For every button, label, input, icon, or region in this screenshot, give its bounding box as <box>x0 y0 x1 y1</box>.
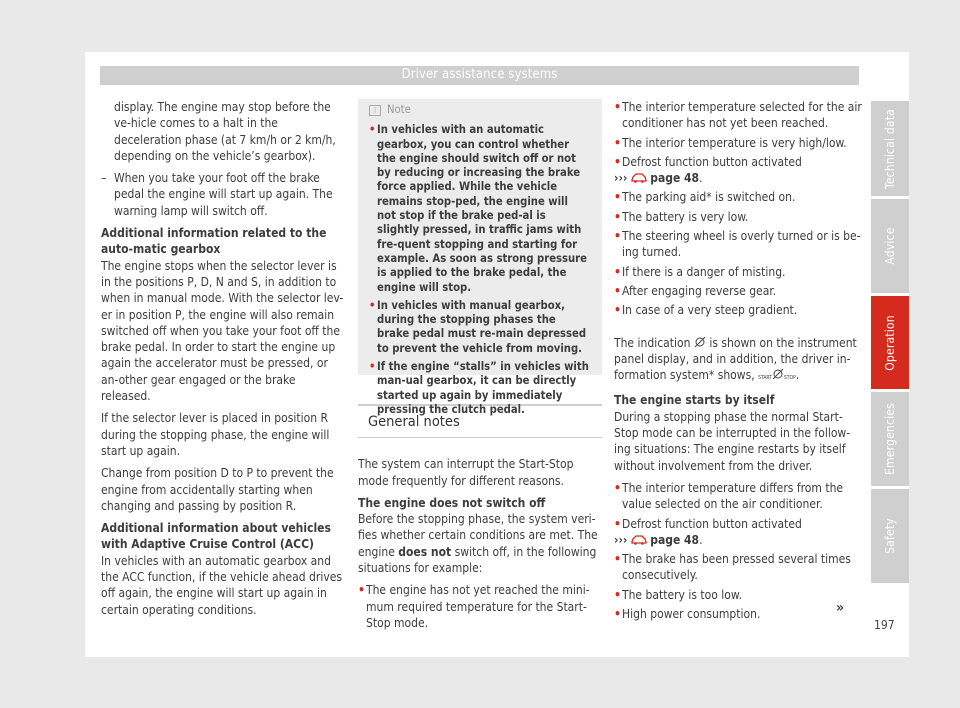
column-1 <box>101 99 346 624</box>
start-stop-unavailable-icon <box>694 336 706 348</box>
info-icon: i <box>369 105 381 116</box>
list-item: • After engaging reverse gear. <box>614 283 777 298</box>
list-item: • Defrost function button activated <box>614 516 802 531</box>
list-item: • In case of a very steep gradient. <box>614 303 798 318</box>
paragraph: Change from position D to P to prevent the engine from accidentally starting when changing and passing by position R. <box>101 466 334 513</box>
tab-advice[interactable]: Advice <box>871 199 909 293</box>
list-item: • The battery is very low. <box>614 209 749 224</box>
page-reference[interactable]: ››› page 48. <box>614 171 703 186</box>
tab-technical-data[interactable]: Technical data <box>871 101 909 196</box>
list-item: • The brake has been pressed several times consecutively. <box>614 552 851 583</box>
paragraph: In vehicles with an automatic gearbox and the ACC function, if the vehicle ahead drives off again, the engine will start up again in certain operating conditions. <box>101 553 342 617</box>
paragraph: display. The engine may stop before the ve-hicle comes to a halt in the deceleration phase (at 7 km/h or 2 km/h, depending on the vehicle’s gearbox). <box>114 100 336 163</box>
subheading-automatic-gearbox: Additional information related to the auto-matic gearbox <box>101 226 327 257</box>
note-title: Note <box>387 103 411 116</box>
list-item: • The interior temperature is very high/low. <box>614 135 847 150</box>
subheading-acc: Additional information about vehicles with Adaptive Cruise Control (ACC) <box>101 521 331 552</box>
car-reference-icon <box>631 172 647 183</box>
tab-safety[interactable]: Safety <box>871 489 909 583</box>
list-item: • Defrost function button activated <box>614 154 802 169</box>
tab-operation[interactable]: Operation <box>871 296 909 389</box>
dash-item: – When you take your foot off the brake pedal the engine will start up again. The warning lamp will switch off. <box>101 171 333 218</box>
paragraph: The system can interrupt the Start-Stop mode frequently for different reasons. <box>358 457 574 488</box>
section-heading: General notes <box>358 404 602 438</box>
page-title: Driver assistance systems <box>401 67 558 82</box>
list-item: • The parking aid* is switched on. <box>614 190 796 205</box>
header-bar <box>100 66 859 85</box>
note-item: • In vehicles with an automatic gearbox, you can control whether the engine should switch off or not by reducing or increasing the brake force applied. While the vehicle remains stop-ped, the engine will not stop if the brake ped-al is slightly pressed, in traffic jams with fre-quent stopping and starting for example. As soon as strong pressure is applied to the brake pedal, the engine will stop. <box>369 123 587 294</box>
paragraph: During a stopping phase the normal Start-Stop mode can be interrupted in the follow-ing situations: The engine restarts by itself without involvement from the driver. <box>614 409 851 473</box>
note-box <box>358 99 602 416</box>
column-2 <box>358 99 602 634</box>
paragraph: If the selector lever is placed in position R during the stopping phase, the engine will start up again. <box>101 411 330 458</box>
note-item: • If the engine “stalls” in vehicles with man-ual gearbox, it can be directly started up again by immediately pressing the clutch pedal. <box>369 360 589 416</box>
list-item: • The battery is too low. <box>614 587 743 602</box>
list-item: • The interior temperature differs from the value selected on the air conditioner. <box>614 480 844 512</box>
list-item: • If there is a danger of misting. <box>614 264 786 279</box>
paragraph: The engine stops when the selector lever is in the positions P, D, N and S, in addition to when in manual mode. With the selector lev-er in position P, the engine will also remain switched off when you take your foot off the brake pedal. In order to start the engine up again the accelerator must be pressed, or an-other gear engaged or the brake released. <box>101 258 344 404</box>
paragraph: Before the stopping phase, the system veri-fies whether certain conditions are met. The engine does not switch off, in the following situations for example: <box>358 512 598 576</box>
car-reference-icon <box>631 534 647 545</box>
column-3 <box>614 99 864 625</box>
subheading-engine-no-switch-off: The engine does not switch off <box>358 495 546 510</box>
page-number: 197 <box>874 618 895 632</box>
continue-marker: » <box>836 600 845 616</box>
list-item: • The interior temperature selected for the air conditioner has not yet been reached. <box>614 100 862 131</box>
list-item: • The engine has not yet reached the mini-mum required temperature for the Start-Stop mode. <box>358 583 590 630</box>
tab-emergencies[interactable]: Emergencies <box>871 392 909 486</box>
list-item: • The steering wheel is overly turned or is be-ing turned. <box>614 229 861 260</box>
paragraph: The indication is shown on the instrument panel display, and in addition, the driver in-formation system* shows, START STOP. <box>614 335 857 383</box>
note-item: • In vehicles with manual gearbox, during the stopping phases the brake pedal must re-main depressed to prevent the vehicle from moving. <box>369 298 587 355</box>
start-stop-unavailable-icon <box>772 368 784 380</box>
note-header <box>369 103 590 117</box>
page-reference[interactable]: ››› page 48. <box>614 532 703 547</box>
subheading-engine-starts: The engine starts by itself <box>614 393 775 408</box>
list-item: • High power consumption. <box>614 607 761 622</box>
